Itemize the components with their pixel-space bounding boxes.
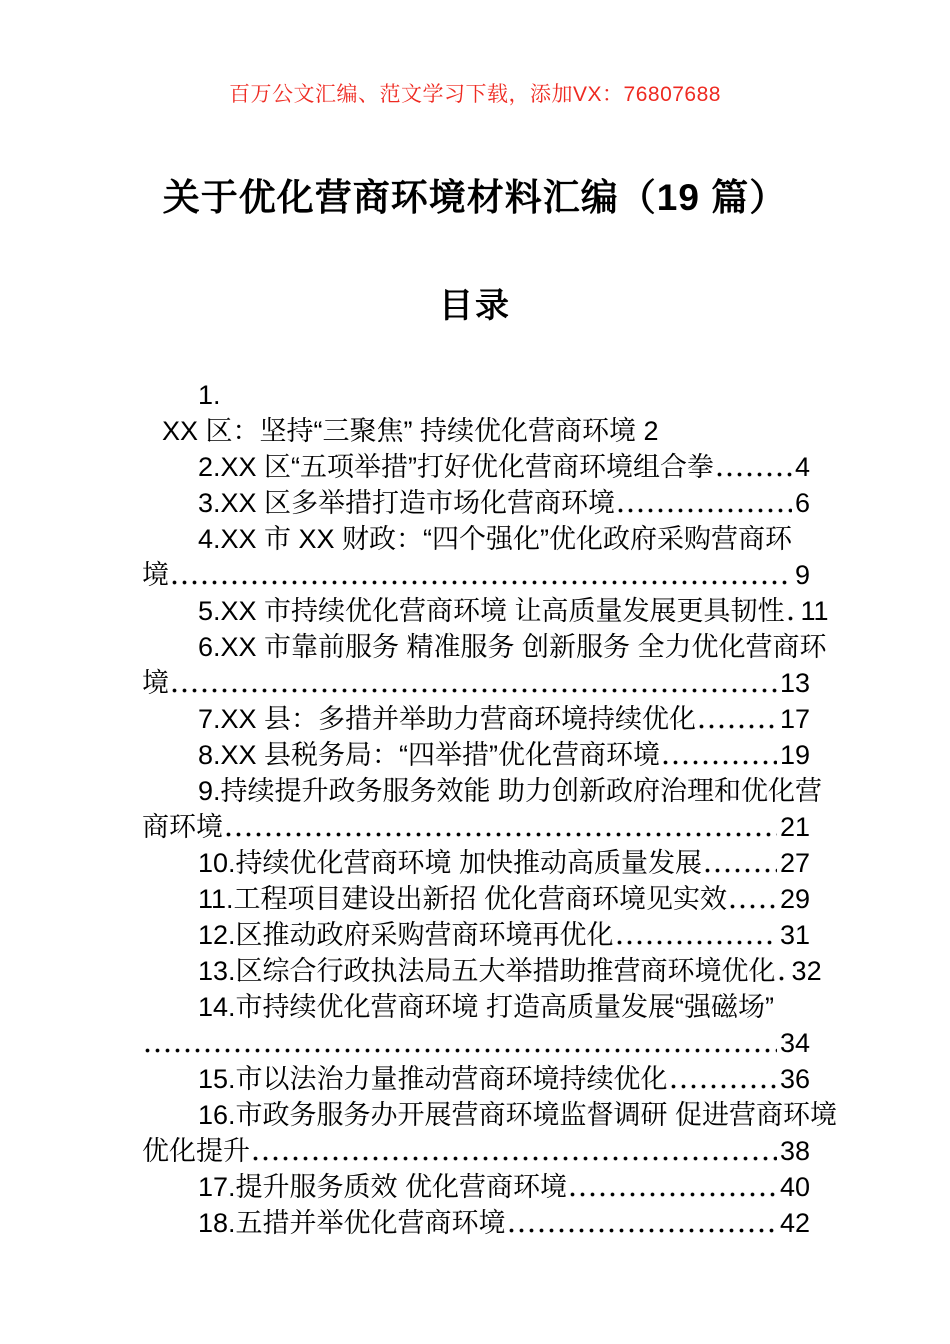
toc-line[interactable] xyxy=(142,629,827,665)
toc-page-number: 19 xyxy=(779,740,810,770)
toc-line[interactable] xyxy=(142,1205,810,1241)
toc-entry-text: 优化提升 xyxy=(142,1136,250,1166)
dot-leader xyxy=(618,508,792,513)
toc-line[interactable] xyxy=(142,413,810,449)
toc-page-number: 38 xyxy=(779,1136,810,1166)
dot-leader xyxy=(172,688,777,693)
toc-line[interactable] xyxy=(142,1169,810,1205)
dot-leader xyxy=(788,616,798,621)
toc-line[interactable] xyxy=(142,557,810,593)
toc-page-number: 32 xyxy=(791,956,822,986)
toc-line[interactable] xyxy=(142,377,810,413)
toc-entry-text: 境 xyxy=(142,560,169,590)
toc-list xyxy=(142,377,838,1241)
toc-page-number: 36 xyxy=(779,1064,810,1094)
toc-heading: 目录 xyxy=(439,287,511,325)
toc-line[interactable] xyxy=(142,773,823,809)
dot-leader xyxy=(617,940,777,945)
toc-line[interactable] xyxy=(142,593,829,629)
toc-line[interactable] xyxy=(142,989,810,1025)
toc-page-number: 13 xyxy=(779,668,810,698)
dot-leader xyxy=(717,472,792,477)
toc-page-number: 21 xyxy=(779,812,810,842)
toc-line[interactable] xyxy=(142,1025,810,1061)
toc-entry-text: 境 xyxy=(142,668,169,698)
toc-line[interactable] xyxy=(142,953,822,989)
toc-entry-text: 12.区推动政府采购营商环境再优化 xyxy=(198,920,614,950)
toc-entry-text: 16.市政务服务办开展营商环境监督调研 促进营商环境 xyxy=(198,1100,838,1130)
dot-leader xyxy=(663,760,777,765)
toc-page-number: 40 xyxy=(779,1172,810,1202)
promo-banner: 百万公文汇编、范文学习下载，添加VX：76807688 xyxy=(229,83,721,106)
toc-entry-text: 10.持续优化营商环境 加快推动高质量发展 xyxy=(198,848,703,878)
toc-entry-text: 18.五措并举优化营商环境 xyxy=(198,1208,506,1238)
dot-leader xyxy=(172,580,792,585)
dot-leader xyxy=(705,868,777,873)
toc-page-number: 42 xyxy=(779,1208,810,1238)
toc-entry-text: 11.工程项目建设出新招 优化营商环境见实效 xyxy=(198,884,728,914)
toc-line[interactable] xyxy=(142,881,810,917)
toc-line[interactable] xyxy=(142,1061,810,1097)
toc-page-number: 6 xyxy=(794,488,810,518)
toc-entry-text: 5.XX 市持续优化营商环境 让高质量发展更具韧性 xyxy=(198,596,785,626)
dot-leader xyxy=(730,904,777,909)
toc-entry-text: 9.持续提升政务服务效能 助力创新政府治理和优化营 xyxy=(198,776,823,806)
toc-page-number: 9 xyxy=(794,560,810,590)
toc-line[interactable] xyxy=(142,737,810,773)
dot-leader xyxy=(226,832,777,837)
toc-page-number: 4 xyxy=(794,452,810,482)
dot-leader xyxy=(253,1156,777,1161)
dot-leader xyxy=(671,1084,777,1089)
toc-entry-text: 4.XX 市 XX 财政：“四个强化”优化政府采购营商环 xyxy=(198,524,793,554)
toc-line[interactable] xyxy=(142,809,810,845)
toc-entry-text: XX 区：坚持“三聚焦” 持续优化营商环境 2 xyxy=(162,416,659,446)
toc-line[interactable] xyxy=(142,1097,838,1133)
toc-entry-text: 1. xyxy=(198,380,221,410)
toc-entry-text: 14.市持续优化营商环境 打造高质量发展“强磁场” xyxy=(198,992,775,1022)
toc-entry-text: 7.XX 县：多措并举助力营商环境持续优化 xyxy=(198,704,697,734)
toc-line[interactable] xyxy=(142,521,810,557)
toc-line[interactable] xyxy=(142,917,810,953)
toc-page-number: 34 xyxy=(779,1028,810,1058)
toc-entry-text: 13.区综合行政执法局五大举措助推营商环境优化 xyxy=(198,956,776,986)
toc-page-number: 27 xyxy=(779,848,810,878)
toc-page-number: 11 xyxy=(800,596,829,626)
dot-leader xyxy=(699,724,777,729)
toc-line[interactable] xyxy=(142,1133,810,1169)
toc-line[interactable] xyxy=(142,701,810,737)
toc-line[interactable] xyxy=(142,485,810,521)
toc-page-number: 17 xyxy=(779,704,810,734)
toc-entry-text: 8.XX 县税务局：“四举措”优化营商环境 xyxy=(198,740,661,770)
dot-leader xyxy=(779,976,789,981)
toc-line[interactable] xyxy=(142,845,810,881)
toc-entry-text: 6.XX 市靠前服务 精准服务 创新服务 全力优化营商环 xyxy=(198,632,827,662)
toc-line[interactable] xyxy=(142,449,810,485)
dot-leader xyxy=(509,1228,777,1233)
toc-page-number: 31 xyxy=(779,920,810,950)
toc-entry-text: 2.XX 区“五项举措”打好优化营商环境组合拳 xyxy=(198,452,715,482)
toc-entry-text: 15.市以法治力量推动营商环境持续优化 xyxy=(198,1064,668,1094)
dot-leader xyxy=(145,1048,777,1053)
document-title: 关于优化营商环境材料汇编（19 篇） xyxy=(162,177,788,218)
toc-entry-text: 3.XX 区多举措打造市场化营商环境 xyxy=(198,488,616,518)
toc-entry-text: 17.提升服务质效 优化营商环境 xyxy=(198,1172,568,1202)
toc-line[interactable] xyxy=(142,665,810,701)
toc-page-number: 29 xyxy=(779,884,810,914)
dot-leader xyxy=(570,1192,777,1197)
toc-entry-text: 商环境 xyxy=(142,812,223,842)
